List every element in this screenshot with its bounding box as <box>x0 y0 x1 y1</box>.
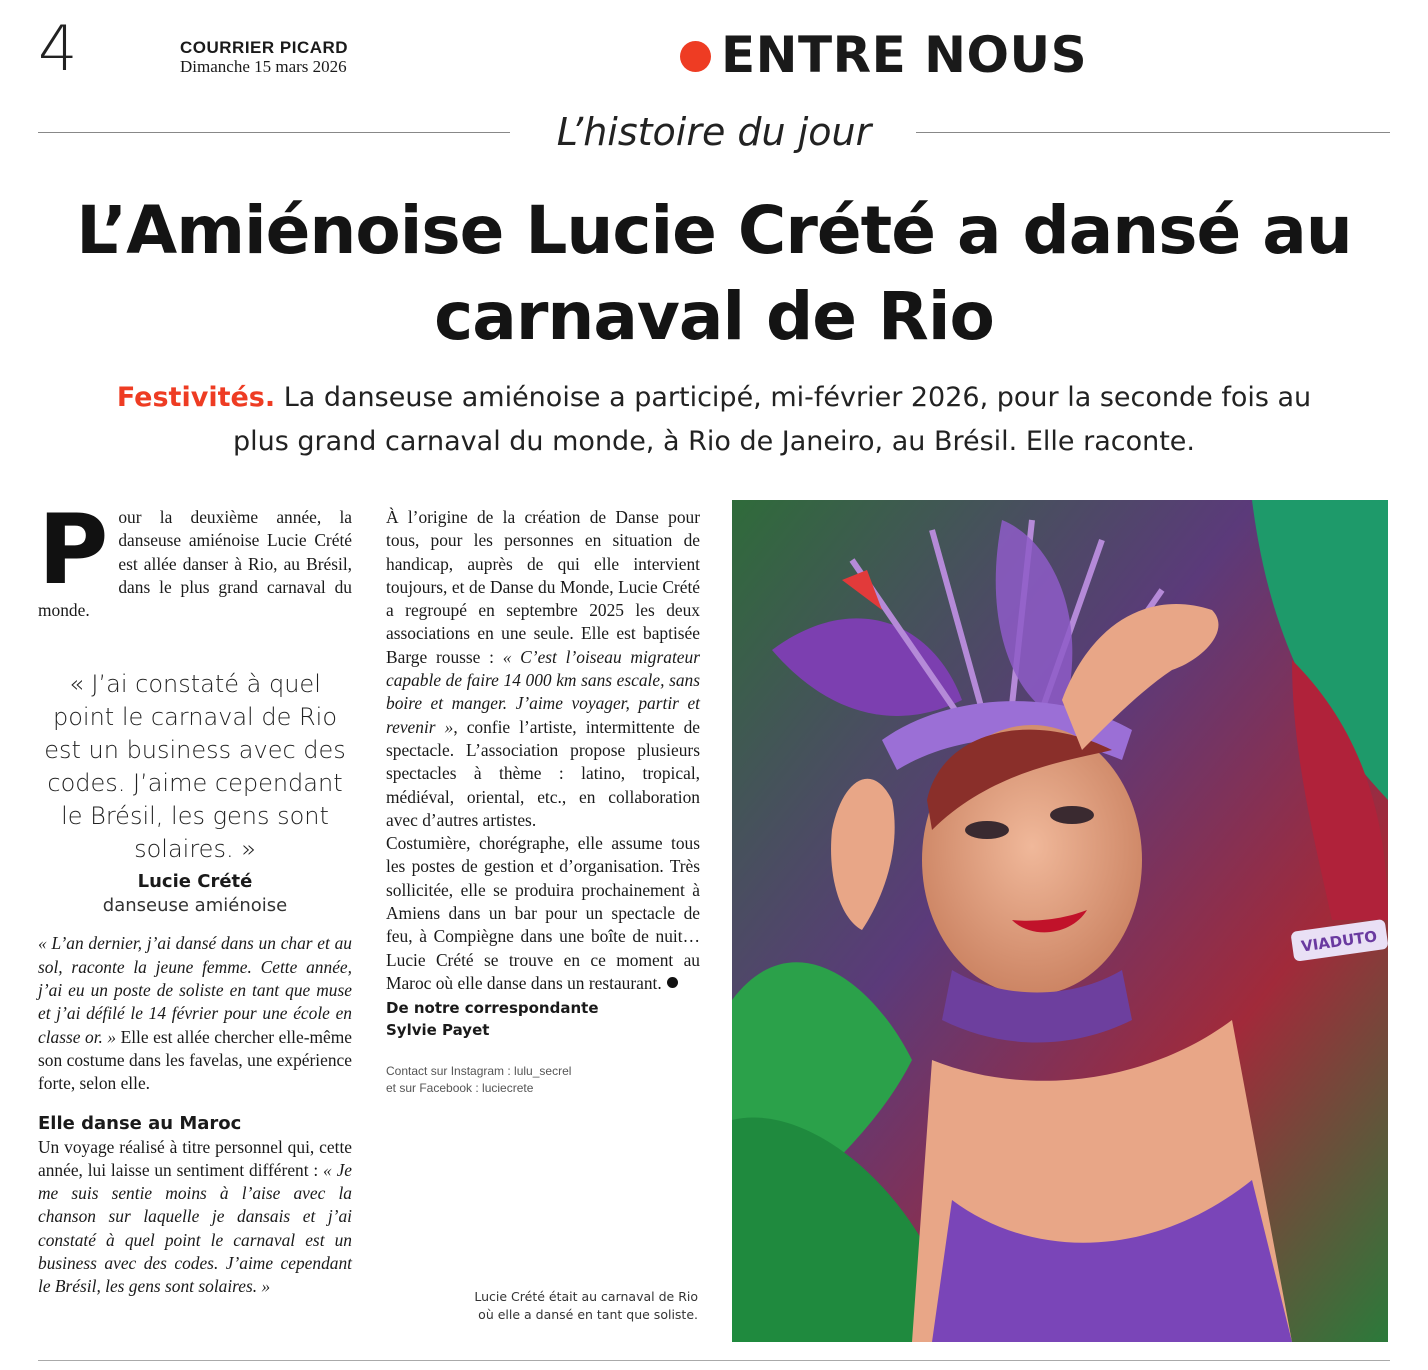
paragraph-1 <box>38 932 352 1095</box>
paragraph-2 <box>38 1136 352 1299</box>
byline-label: De notre correspondante <box>386 999 599 1018</box>
carnival-photo-illustration <box>732 500 1388 1342</box>
intro-paragraph <box>38 494 352 622</box>
contact-instagram: Contact sur Instagram : lulu_secrel <box>386 1064 572 1079</box>
page-number: 4 <box>38 12 78 85</box>
photo-caption: Lucie Crété était au carnaval de Rio où elle a dansé en tant que soliste. <box>474 1289 698 1322</box>
byline-name: Sylvie Payet <box>386 1021 490 1040</box>
bottom-rule <box>38 1360 1390 1361</box>
paragraph-3-rest: , confie l’artiste, intermittente de spectacle. L’association propose plusieurs spectacles à thème : latino, tropical, médiéval, oriental, etc., en collaboration avec d’autres artistes. <box>386 716 700 830</box>
paragraph-4 <box>386 832 700 995</box>
article-column-1 <box>38 494 353 1299</box>
photo-sign-text: VIADUTO <box>1300 927 1379 956</box>
paragraph-1-quote: « L’an dernier, j’ai dansé dans un char et au sol, raconte la jeune femme. Cette année, j’ai eu un poste de soliste en tant que muse et j’ai défilé le 14 février pour une école en classe or. » <box>38 933 352 1047</box>
pull-quote-author: Lucie Crété <box>137 871 253 893</box>
drop-cap: P <box>38 494 109 606</box>
paragraph-3-quote: « C’est l’oiseau migrateur capable de faire 14 000 km sans escale, sans boire et manger. J’aime voyager, partir et revenir » <box>386 646 700 737</box>
paragraph-1-rest: Elle est allée chercher elle-même son costume dans les favelas, une expérience forte, selon elle. <box>38 1026 352 1094</box>
pull-quote: « J’ai constaté à quel point le carnaval de Rio est un business avec des codes. J’aime cependant le Brésil, les gens sont solaires. » <box>44 670 346 864</box>
intro-text: our la deuxième année, la danseuse amiénoise Lucie Crété est allée danser à Rio, au Brésil, dans le plus grand carnaval du monde. <box>38 507 352 621</box>
pull-quote-role: danseuse amiénoise <box>102 895 288 917</box>
carnival-photo <box>732 500 1388 1342</box>
rubric <box>680 26 1087 84</box>
paragraph-2-quote: « Je me suis sentie moins à l’aise avec la chanson sur laquelle je dansais et j’ai constaté à quel point le carnaval est un business avec des codes. J’aime cependant le Brésil, les gens sont solaires. » <box>38 1159 353 1297</box>
headline: L’Amiénoise Lucie Crété a dansé au carnaval de Rio <box>76 192 1352 355</box>
paragraph-2-start: Un voyage réalisé à titre personnel qui, cette année, lui laisse un sentiment différent : <box>38 1136 352 1180</box>
paragraph-3 <box>386 506 700 832</box>
lead-kicker: Festivités. <box>116 382 276 413</box>
subheading: Elle danse au Maroc <box>38 1112 242 1134</box>
rubric-label: ENTRE NOUS <box>721 26 1088 84</box>
contact-info <box>386 1063 700 1097</box>
newspaper-name: COURRIER PICARD <box>180 38 349 57</box>
masthead <box>180 38 348 77</box>
section-title: L’histoire du jour <box>556 110 872 154</box>
article-lead <box>90 376 1338 464</box>
paragraph-4-text: Costumière, chorégraphe, elle assume tous les postes de gestion et d’organisation. Très sollicitée, elle se produira prochainement à Amiens dans un bar pour un spectacle de feu, à Compiègne dans une boîte de nuit… Lucie Crété se trouve en ce moment au Maroc où elle danse dans un restaurant. <box>386 833 700 993</box>
byline <box>386 997 700 1041</box>
paragraph-3-start: À l’origine de la création de Danse pour tous, pour les personnes en situation de handicap, auprès de qui elle intervient toujours, et de Danse du Monde, Lucie Crété a regroupé en septembre 2025 les deux associations en une seule. Elle est baptisée Barge rousse : <box>386 507 700 667</box>
article-column-2 <box>386 506 700 1097</box>
end-mark-icon <box>667 977 678 988</box>
publication-date: Dimanche 15 mars 2026 <box>180 57 347 76</box>
contact-facebook: et sur Facebook : luciecrete <box>386 1081 534 1096</box>
lead-text: La danseuse amiénoise a participé, mi-février 2026, pour la seconde fois au plus grand carnaval du monde, à Rio de Janeiro, au Brésil. Elle raconte. <box>232 382 1312 457</box>
rubric-dot-icon <box>680 41 711 72</box>
